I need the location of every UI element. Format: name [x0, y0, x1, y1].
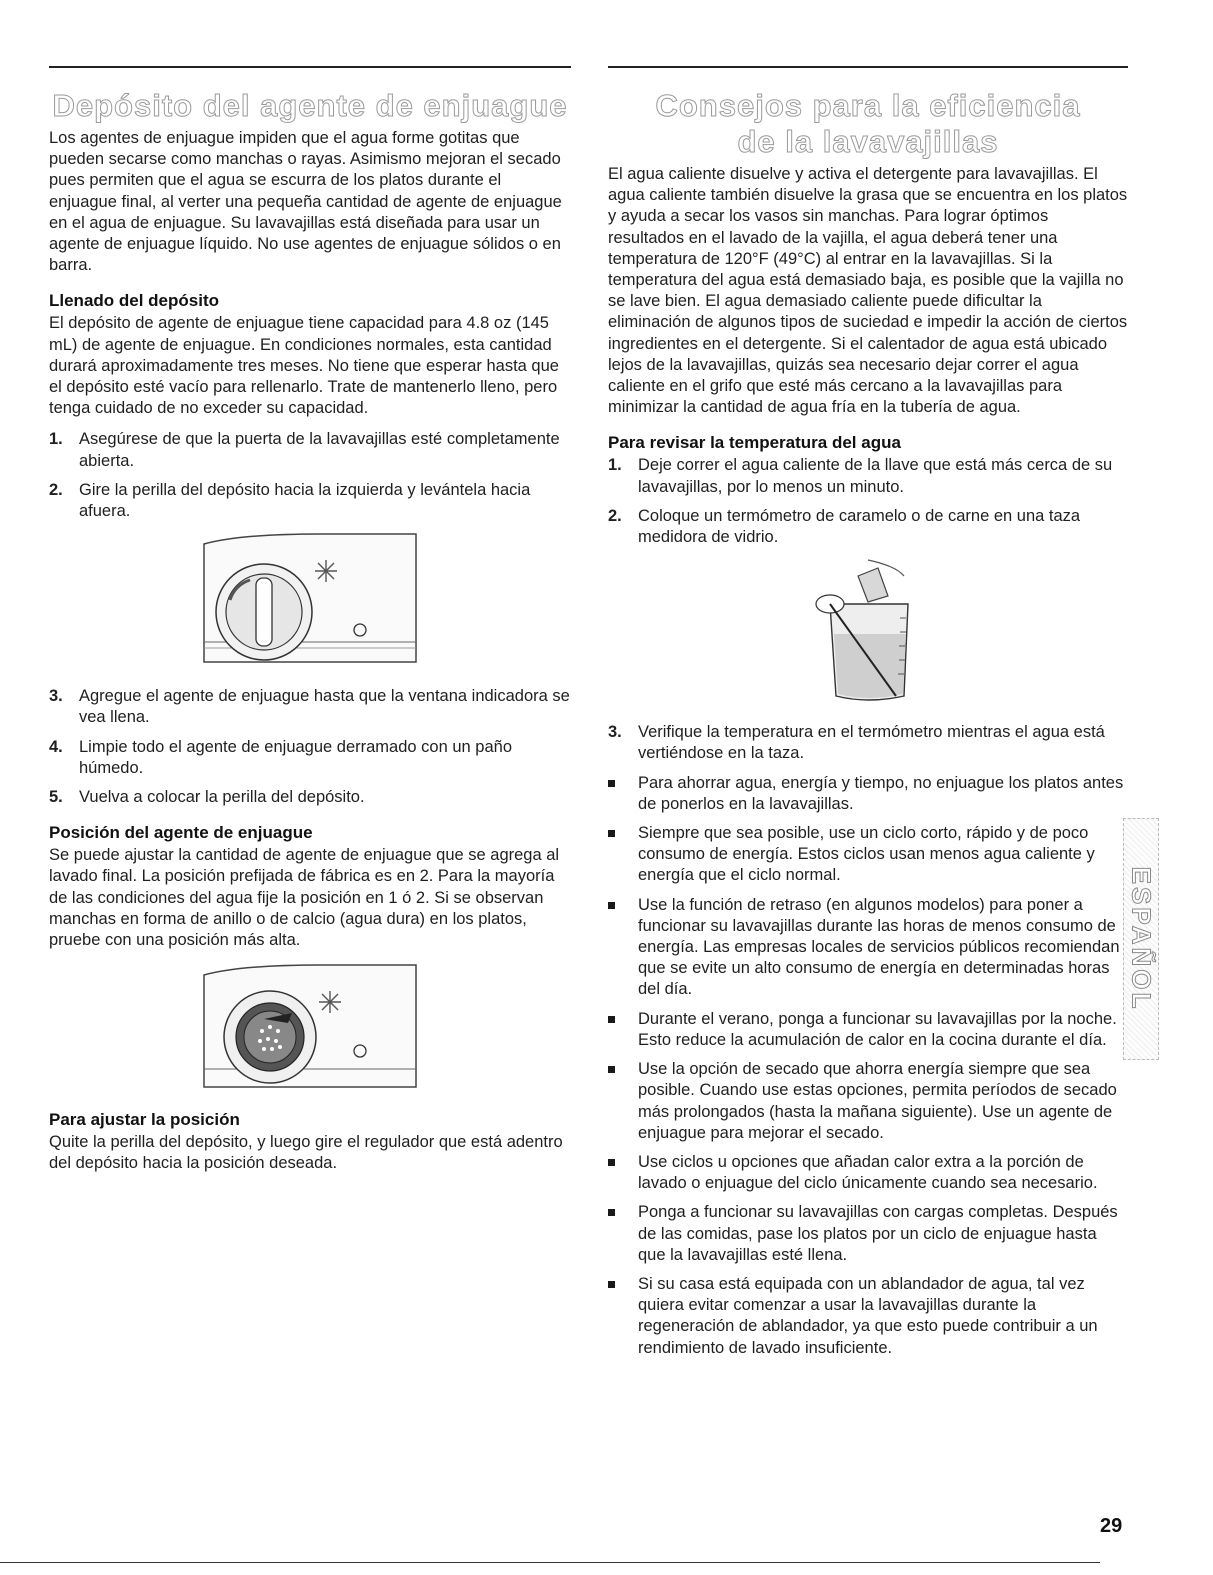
tip-text: Siempre que sea posible, use un ciclo corto, rápido y de poco consumo de energía. Estos ciclos usan menos agua caliente y energía que el ciclo normal. — [638, 824, 1095, 885]
bullet-icon — [608, 1159, 615, 1166]
step-text: Coloque un termómetro de caramelo o de carne en una taza medidora de vidrio. — [638, 506, 1081, 547]
step-text: Vuelva a colocar la perilla del depósito. — [79, 788, 365, 807]
step-text: Limpie todo el agente de enjuague derramado con un paño húmedo. — [79, 737, 512, 777]
step-number: 2. — [608, 506, 622, 525]
list-item — [608, 1059, 1128, 1144]
adjust-heading: Para ajustar la posición — [49, 1110, 240, 1130]
section-title-rinse-aid: Depósito del agente de enjuague — [52, 88, 568, 123]
step-text: Asegúrese de que la puerta de la lavavajillas esté completamente abierta. — [79, 430, 560, 470]
bullet-icon — [608, 1066, 615, 1073]
language-tab-label: ESPAÑOL — [1126, 866, 1157, 1012]
list-item — [608, 1274, 1128, 1359]
list-item — [49, 686, 571, 728]
top-rule-right — [608, 66, 1128, 68]
filling-steps-b — [49, 686, 571, 808]
left-column — [49, 66, 571, 1185]
efficiency-tips — [608, 773, 1128, 1359]
list-item — [608, 455, 1128, 497]
step-number: 5. — [49, 788, 63, 807]
section-title-efficiency: Consejos para la eficiencia — [655, 88, 1081, 123]
temp-steps-b — [608, 722, 1128, 764]
tip-text: Use la función de retraso (en algunos modelos) para poner a funcionar su lavavajillas durante las horas de menos consumo de energía. Las empresas locales de servicios públicos recomiendan que se evite un alto consumo de energía en determinadas horas del día. — [638, 895, 1120, 999]
list-item — [608, 1009, 1128, 1051]
list-item — [49, 787, 571, 808]
rinse-aid-intro: Los agentes de enjuague impiden que el agua forme gotitas que pueden secarse como manchas o rayas. Asimismo mejoran el secado pues permiten que el agua se escurra de los platos durante el enjuague final, al verter una pequeña cantidad de agente de enjuague en el agua de enjuague. Su lavavajillas está diseñada para usar un agente de enjuague líquido. No use agentes de enjuague sólidos o en barra. — [49, 129, 562, 275]
dispenser-knob-illustration — [200, 530, 420, 670]
list-item — [608, 1152, 1128, 1194]
bottom-rule — [0, 1562, 1100, 1563]
list-item — [608, 1202, 1128, 1266]
bullet-icon — [608, 1016, 615, 1023]
step-text: Verifique la temperatura en el termómetro mientras el agua está vertiéndose en la taza. — [638, 723, 1105, 763]
dispenser-regulator-illustration — [200, 961, 420, 1093]
bullet-icon — [608, 780, 615, 787]
page-number: 29 — [1100, 1515, 1123, 1537]
filling-steps-a — [49, 429, 571, 522]
filling-text: El depósito de agente de enjuague tiene capacidad para 4.8 oz (145 mL) de agente de enjuague. En condiciones normales, esta cantidad durará aproximadamente tres meses. No tiene que esperar hasta que el depósito esté vacío para rellenarlo. Trate de mantenerlo lleno, pero tenga cuidado de no exceder su capacidad. — [49, 314, 559, 418]
setting-heading: Posición del agente de enjuague — [49, 823, 313, 843]
bullet-icon — [608, 1209, 615, 1216]
tip-text: Si su casa está equipada con un ablandador de agua, tal vez quiera evitar comenzar a usar la lavavajillas durante la regeneración de ablandador, ya que esto puede contribuir a un rendimiento de lavado insuficiente. — [638, 1274, 1098, 1357]
tip-text: Durante el verano, ponga a funcionar su lavavajillas por la noche. Esto reduce la acumulación de calor en la cocina durante el día. — [638, 1009, 1117, 1049]
list-item — [608, 722, 1128, 764]
step-number: 2. — [49, 480, 63, 499]
step-number: 1. — [608, 456, 622, 475]
bullet-icon — [608, 902, 615, 909]
list-item — [608, 773, 1128, 815]
list-item — [608, 823, 1128, 887]
filling-heading: Llenado del depósito — [49, 291, 220, 311]
adjust-text: Quite la perilla del depósito, y luego gire el regulador que está adentro del depósito hacia la posición deseada. — [49, 1133, 563, 1173]
section-title-efficiency-line2: de la lavavajillas — [737, 124, 999, 159]
step-number: 3. — [608, 723, 622, 742]
right-column — [608, 66, 1128, 1367]
step-number: 3. — [49, 687, 63, 706]
step-text: Deje correr el agua caliente de la llave que está más cerca de su lavavajillas, por lo menos un minuto. — [638, 456, 1113, 496]
tip-text: Use la opción de secado que ahorra energía siempre que sea posible. Cuando use estas opciones, permita períodos de secado más prolongados (hasta la mañana siguiente). Use un agente de enjuague para mejorar el secado. — [638, 1060, 1117, 1142]
step-number: 4. — [49, 737, 63, 756]
list-item — [49, 429, 571, 471]
temp-steps-a — [608, 455, 1128, 548]
tip-text: Ponga a funcionar su lavavajillas con cargas completas. Después de las comidas, pase los platos por un ciclo de enjuague hasta que la lavavajillas esté llena. — [638, 1203, 1118, 1264]
step-text: Gire la perilla del depósito hacia la izquierda y levántela hacia afuera. — [79, 480, 531, 521]
tip-text: Para ahorrar agua, energía y tiempo, no enjuague los platos antes de ponerlos en la lavavajillas. — [638, 773, 1124, 813]
thermometer-cup-illustration — [808, 556, 928, 706]
list-item — [49, 480, 571, 522]
efficiency-intro: El agua caliente disuelve y activa el detergente para lavavajillas. El agua caliente también disuelve la grasa que se encuentra en los platos y ayuda a secar los vasos sin manchas. Para lograr óptimos resultados en el lavado de la vajilla, el agua deberá tener una temperatura de 120°F (49°C) al entrar en la lavavajillas. Si la temperatura del agua está demasiado baja, es posible que la vajilla no se lave bien. El agua demasiado caliente puede dificultar la eliminación de algunos tipos de suciedad e impedir la acción de ciertos ingredientes en el detergente. Si el calentador de agua está ubicado lejos de la lavavajillas, quizás sea necesario dejar correr el agua caliente en el grifo que esté más cercano a la lavavajillas para minimizar la cantidad de agua fría en la tubería de agua. — [608, 165, 1128, 417]
top-rule-left — [49, 66, 571, 68]
list-item — [608, 895, 1128, 1001]
list-item — [49, 737, 571, 779]
setting-text: Se puede ajustar la cantidad de agente de enjuague que se agrega al lavado final. La posición prefijada de fábrica es en 2. Para la mayoría de las condiciones del agua fije la posición en 1 ó 2. Si se observan manchas en forma de anillo o de calcio (agua dura) en los platos, pruebe con una posición más alta. — [49, 846, 560, 950]
list-item — [608, 506, 1128, 548]
bullet-icon — [608, 830, 615, 837]
tip-text: Use ciclos u opciones que añadan calor extra a la porción de lavado o enjuague del ciclo únicamente cuando sea necesario. — [638, 1152, 1098, 1193]
temp-heading: Para revisar la temperatura del agua — [608, 433, 901, 453]
bullet-icon — [608, 1281, 615, 1288]
step-text: Agregue el agente de enjuague hasta que la ventana indicadora se vea llena. — [79, 687, 570, 727]
step-number: 1. — [49, 430, 63, 449]
language-side-tab — [1123, 818, 1159, 1060]
